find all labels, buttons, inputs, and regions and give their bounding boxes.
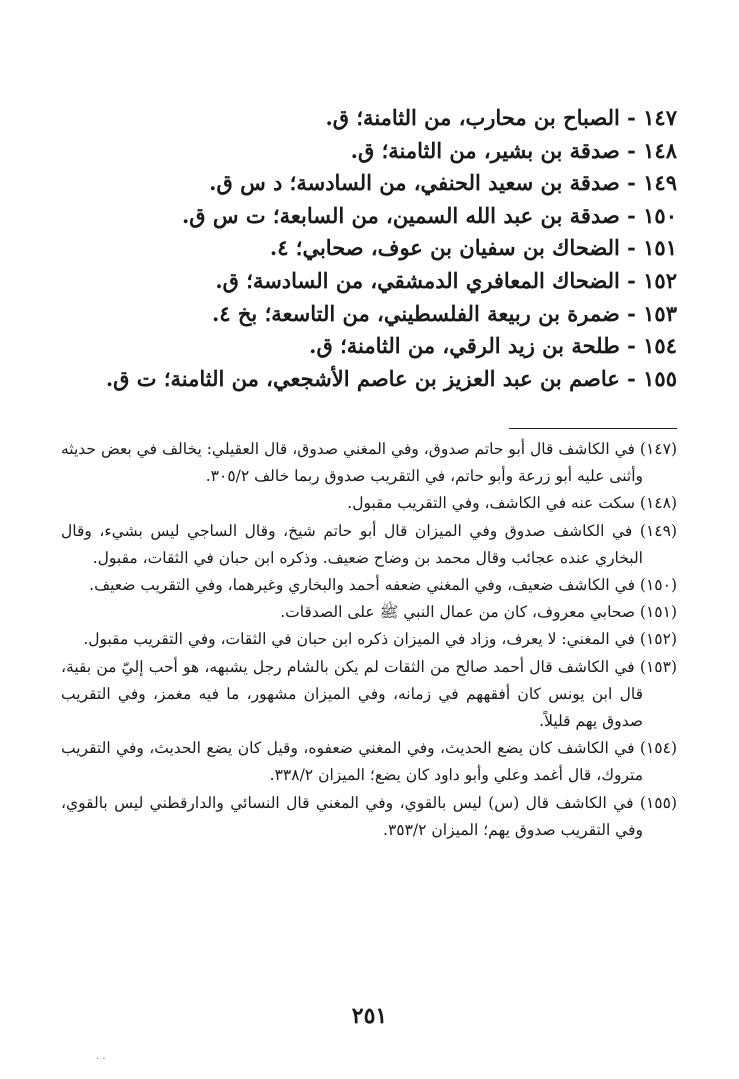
footnote-153: (١٥٣) في الكاشف قال أحمد صالح من الثقات لم يكن بالشام رجل يشبهه، هو أحب إليّ من بقية، قال ابن يونس كان أفقههم في زمانه، وفي الميزان مشهور، ما فيه مغمز، وفي التقريب صدوق يهم قليلاً. [61, 657, 677, 731]
footnote-151: (١٥١) صحابي معروف، كان من عمال النبي ﷺ على الصدقات. [280, 603, 677, 622]
narrator-entry-147: ١٤٧ - الصباح بن محارب، من الثامنة؛ ق. [325, 105, 677, 130]
narrator-entries-list [77, 102, 677, 395]
narrator-entry-152: ١٥٢ - الضحاك المعافري الدمشقي، من السادسة؛ ق. [215, 267, 677, 293]
narrator-entry-150: ١٥٠ - صدقة بن عبد الله السمين، من السابعة؛ ت س ق. [181, 202, 677, 228]
narrator-entry-151: ١٥١ - الضحاك بن سفيان بن عوف، صحابي؛ ٤. [269, 235, 677, 261]
page-number: ٢٥١ [351, 1003, 388, 1029]
narrator-entry-149: ١٤٩ - صدقة بن سعيد الحنفي، من السادسة؛ د س ق. [209, 170, 677, 196]
narrator-entry-155: ١٥٥ - عاصم بن عبد العزيز بن عاصم الأشجعي، من الثامنة؛ ت ق. [105, 365, 677, 391]
footnote-152: (١٥٢) في المغني: لا يعرف، وزاد في الميزان ذكره ابن حبان في الثقات، وفي التقريب مقبول. [83, 630, 677, 649]
footnote-154: (١٥٤) في الكاشف كان يضع الحديث، وفي المغني ضعفوه، وقيل كان يضع الحديث، وفي التقريب متروك، قال أغمد وعلي وأبو داود كان يضع؛ الميزان ٣٣٨/٢. [61, 739, 677, 785]
footnote-150: (١٥٠) في الكاشف ضعيف، وفي المغني ضعفه أحمد والبخاري وغيرهما، وفي التقريب ضعيف. [89, 576, 677, 595]
footnote-148: (١٤٨) سكت عنه في الكاشف، وفي التقريب مقبول. [347, 494, 677, 513]
footnote-155: (١٥٥) في الكاشف قال (س) ليس بالقوي، وفي المغني قال النسائي والدارقطني ليس بالقوي، وفي التقريب صدوق يهم؛ الميزان ٣٥٣/٢. [61, 793, 677, 839]
footnote-147: (١٤٧) في الكاشف قال أبو حاتم صدوق، وفي المغني صدوق، قال العقيلي: يخالف في بعض حديثه وأثنى عليه أبو زرعة وأبو حاتم، في التقريب صدوق ربما خالف ٣٠٥/٢. [61, 440, 677, 486]
narrator-entry-153: ١٥٣ - ضمرة بن ربيعة الفلسطيني، من التاسعة؛ بخ ٤. [211, 300, 677, 326]
narrator-entry-154: ١٥٤ - طلحة بن زيد الرقي، من الثامنة؛ ق. [309, 333, 677, 359]
scan-mark: · · [96, 1054, 106, 1065]
footnote-149: (١٤٩) في الكاشف صدوق وفي الميزان قال أبو حاتم شيخ، وقال الساجي ليس بشيء، وقال البخاري عنده عجائب وقال محمد بن وضاح ضعيف. وذكره ابن حبان في الثقات، مقبول. [61, 521, 677, 567]
narrator-entry-148: ١٤٨ - صدقة بن بشير، من الثامنة؛ ق. [350, 137, 677, 163]
footnotes-section [61, 436, 677, 844]
footnote-divider [509, 428, 677, 429]
